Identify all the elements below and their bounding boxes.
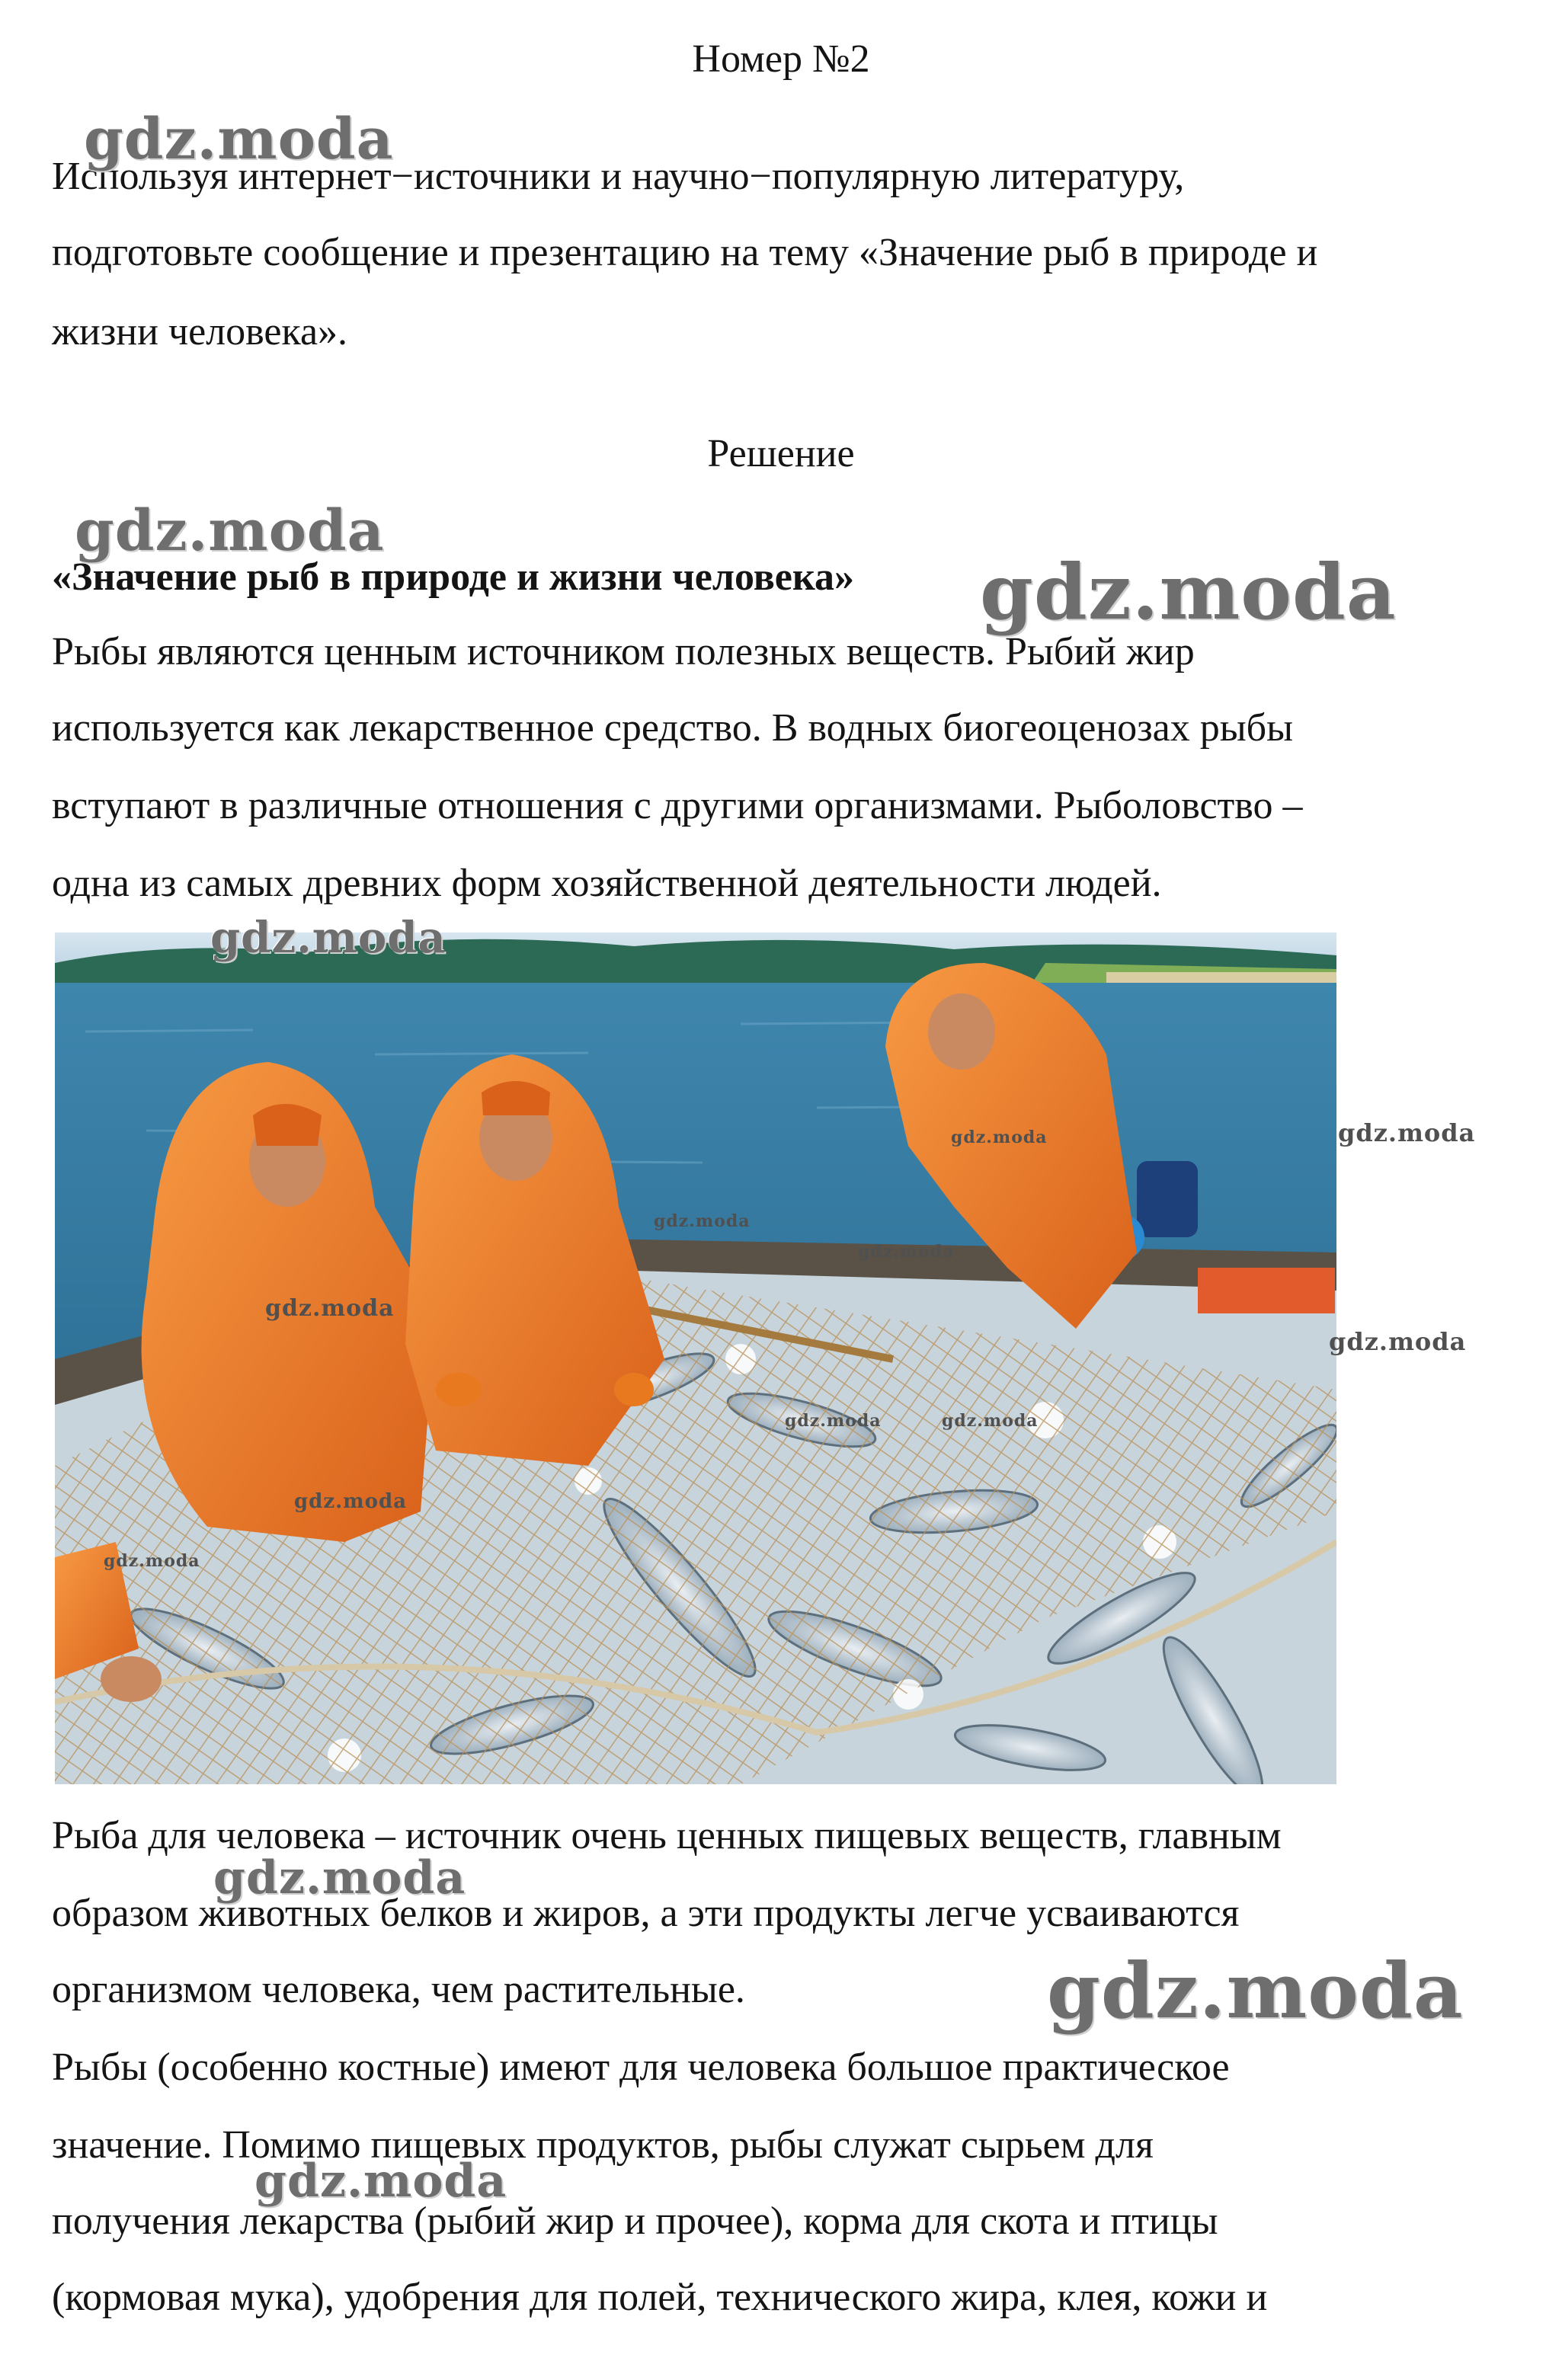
watermark: gdz.moda: [254, 2154, 507, 2208]
watermark: gdz.moda: [210, 913, 447, 963]
watermark: gdz.moda: [1047, 1946, 1464, 2036]
page-title: Номер №2: [692, 37, 870, 81]
paragraph-1-line-2: используется как лекарственное средство. В водных биогеоценозах рыбы: [52, 706, 1294, 750]
watermark: gdz.moda: [265, 1295, 395, 1322]
task-line-3: жизни человека».: [52, 310, 348, 353]
fishermen-photo: [55, 932, 1336, 1784]
topic-title: «Значение рыб в природе и жизни человека»: [52, 555, 855, 599]
paragraph-2-line-2: образом животных белков и жиров, а эти продукты легче усваиваются: [52, 1892, 1240, 1935]
paragraph-3-line-3: получения лекарства (рыбий жир и прочее), корма для скота и птицы: [52, 2199, 1218, 2243]
paragraph-2-line-1: Рыба для человека – источник очень ценных пищевых веществ, главным: [52, 1814, 1282, 1857]
paragraph-2-line-3: организмом человека, чем растительные.: [52, 1968, 745, 2011]
watermark: gdz.moda: [980, 547, 1397, 637]
task-line-1: Используя интернет−источники и научно−популярную литературу,: [52, 155, 1185, 198]
watermark: gdz.moda: [294, 1490, 408, 1513]
watermark: gdz.moda: [1338, 1118, 1476, 1147]
paragraph-3-line-1: Рыбы (особенно костные) имеют для человека большое практическое: [52, 2046, 1230, 2089]
watermark: gdz.moda: [104, 1551, 200, 1571]
paragraph-3-line-2: значение. Помимо пищевых продуктов, рыбы служат сырьем для: [52, 2123, 1154, 2167]
watermark: gdz.moda: [858, 1242, 955, 1262]
paragraph-1-line-1: Рыбы являются ценным источником полезных веществ. Рыбий жир: [52, 630, 1195, 673]
watermark: gdz.moda: [1329, 1327, 1467, 1356]
watermark: gdz.moda: [951, 1128, 1048, 1147]
paragraph-3-line-4: (кормовая мука), удобрения для полей, технического жира, клея, кожи и: [52, 2276, 1268, 2319]
task-line-2: подготовьте сообщение и презентацию на тему «Значение рыб в природе и: [52, 231, 1318, 274]
solution-heading: Решение: [707, 432, 855, 475]
watermark: gdz.moda: [785, 1411, 882, 1431]
watermark: gdz.moda: [942, 1411, 1039, 1431]
watermark: gdz.moda: [75, 498, 385, 564]
watermark: gdz.moda: [654, 1211, 751, 1231]
watermark: gdz.moda: [84, 107, 394, 172]
watermark: gdz.moda: [213, 1851, 466, 1905]
paragraph-1-line-3: вступают в различные отношения с другими организмами. Рыболовство –: [52, 784, 1303, 827]
paragraph-1-line-4: одна из самых древних форм хозяйственной деятельности людей.: [52, 862, 1162, 905]
